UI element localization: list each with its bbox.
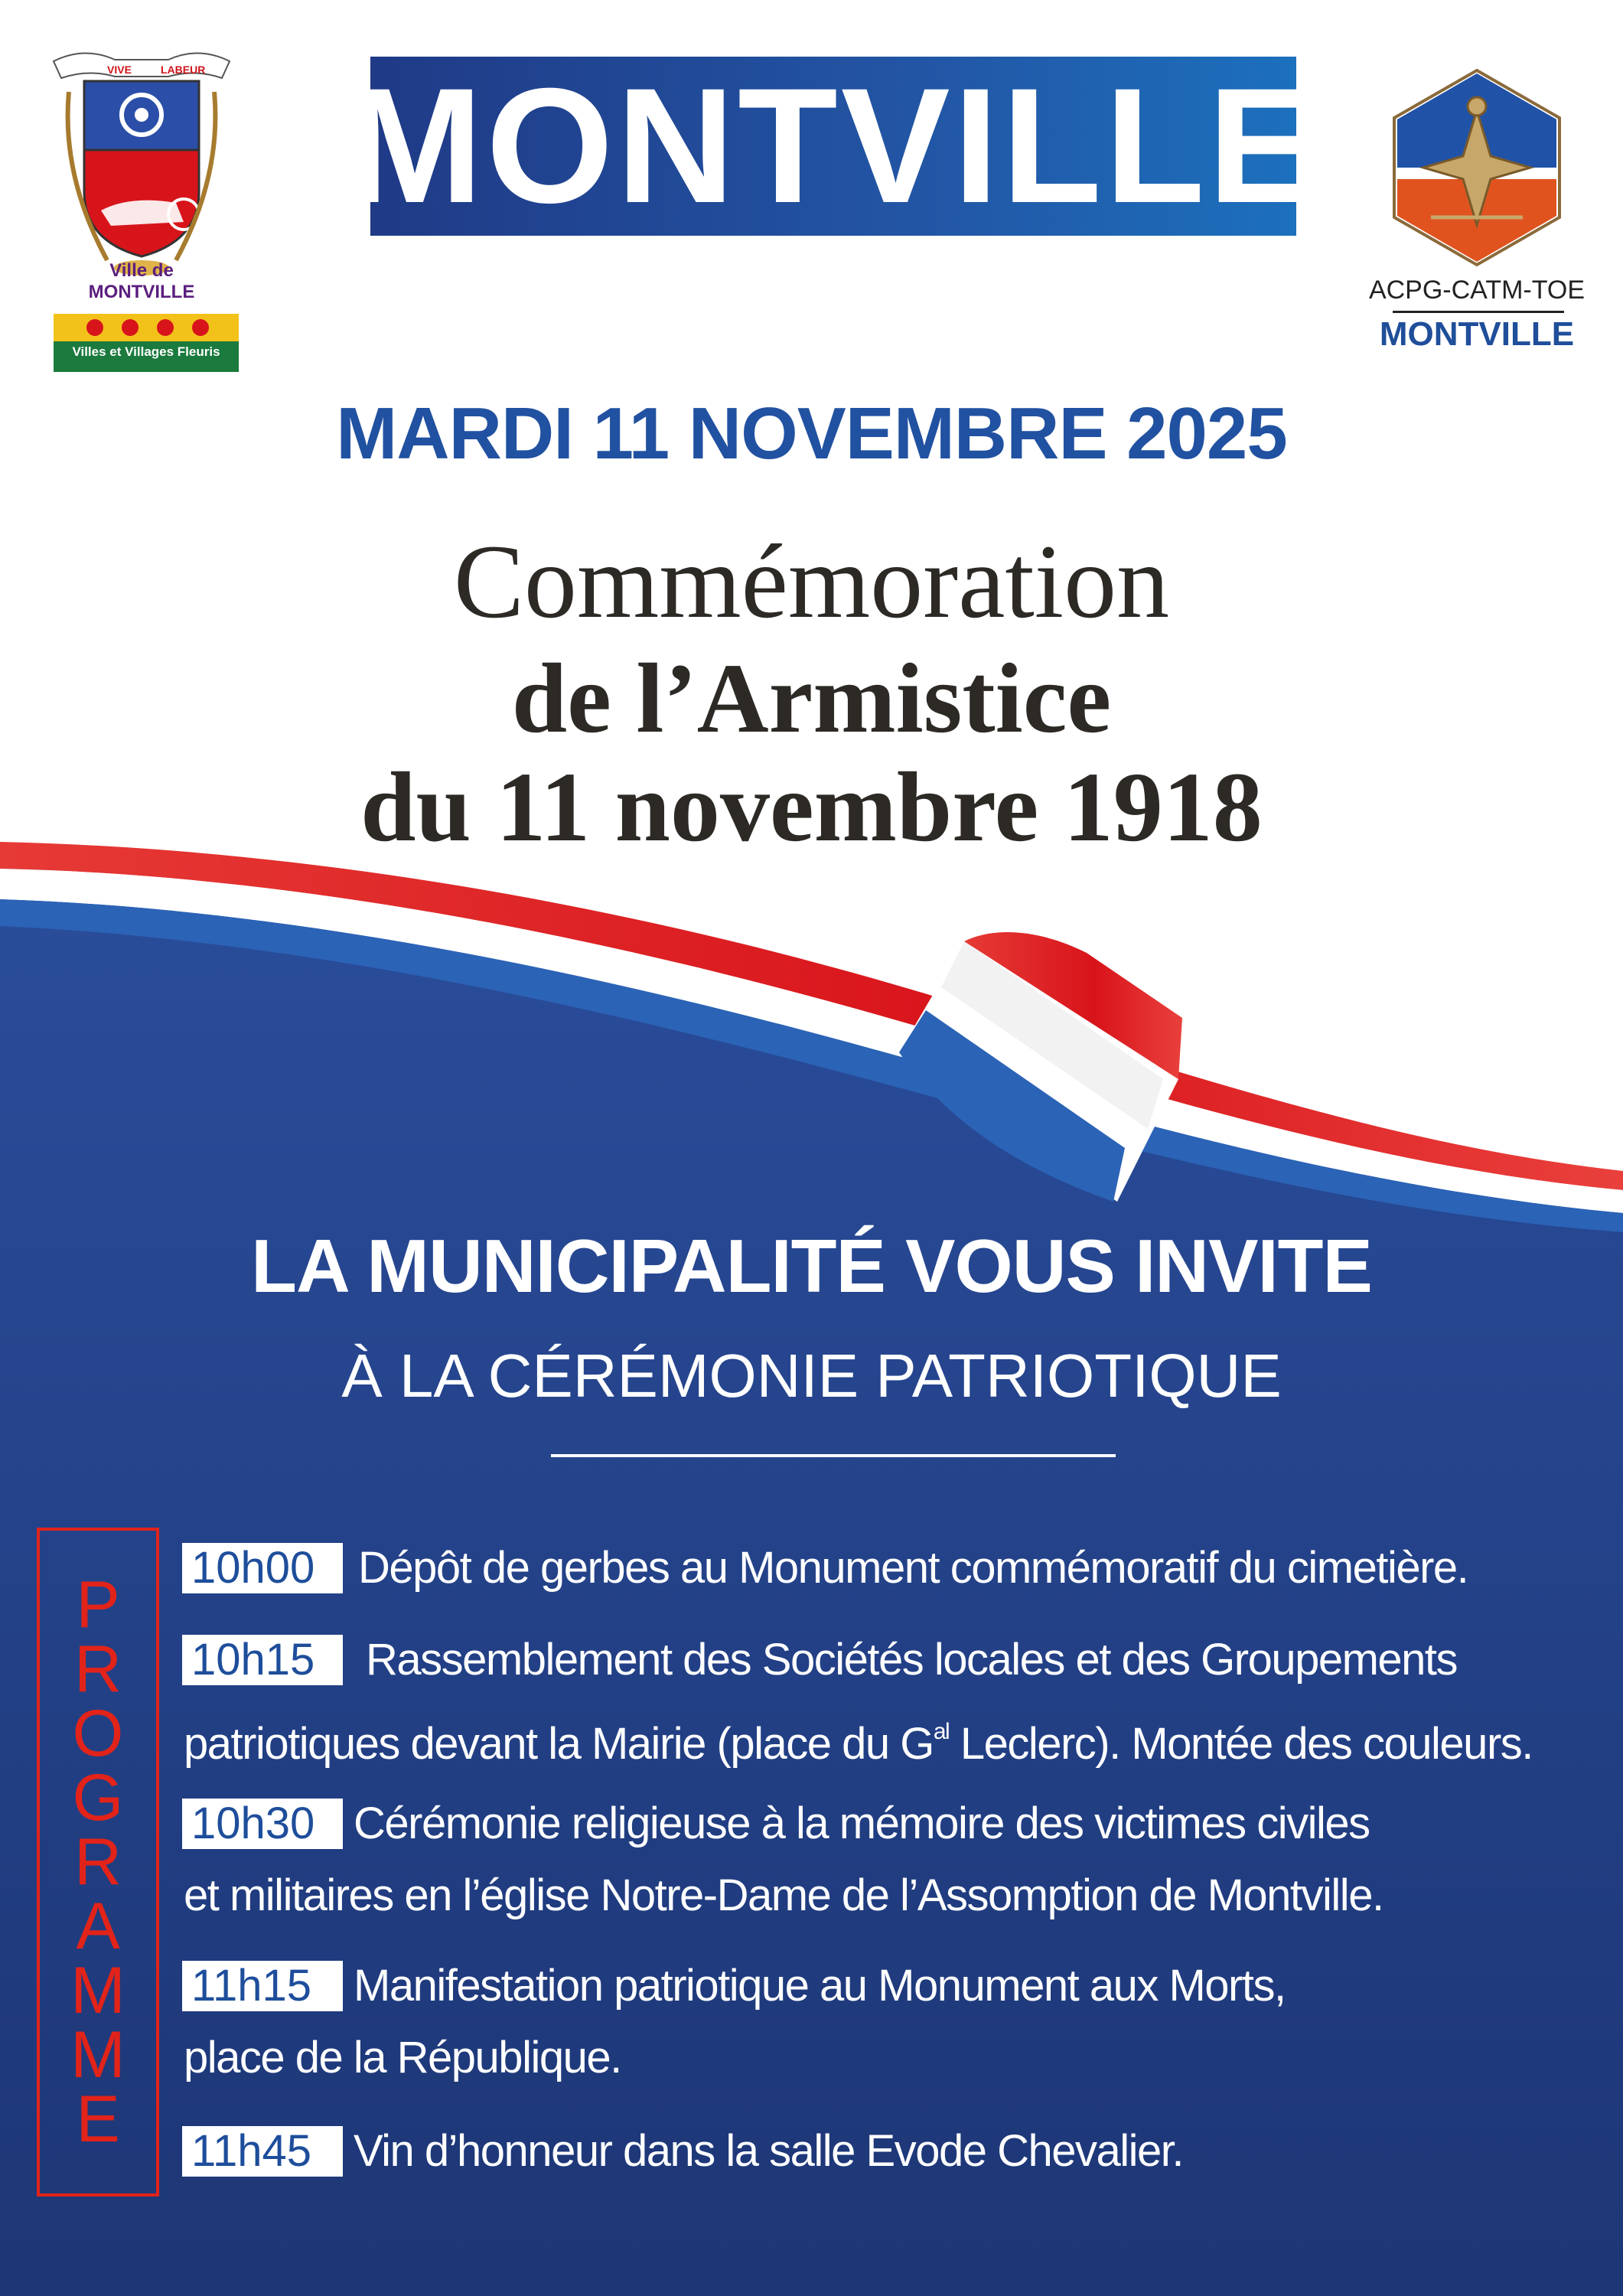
title-banner — [346, 54, 1321, 237]
time-11h45: 11h45 — [182, 2126, 343, 2177]
programme-letter: R — [73, 1632, 122, 1706]
programme-letter: E — [76, 2082, 120, 2156]
time-11h15: 11h15 — [182, 1961, 343, 2011]
time-10h30: 10h30 — [182, 1799, 343, 1849]
ville-caption-line-2: MONTVILLE — [88, 282, 195, 302]
programme-item-2-line-1: Rassemblement des Sociétés locales et des Groupements — [366, 1635, 1458, 1684]
ville-caption — [38, 260, 245, 303]
acpg-divider — [1393, 311, 1564, 313]
programme-item-4-line-1: Manifestation patriotique au Monument aux Morts, — [354, 1961, 1286, 2011]
acpg-org-name: ACPG-CATM-TOE — [1368, 276, 1586, 305]
programme-item-2-line-2: patriotiques devant la Mairie (place du $G^{al}$ Leclerc). Montée des couleurs. — [184, 1719, 1533, 1769]
programme-item-4-line-2: place de la République. — [184, 2033, 621, 2082]
page-title: MONTVILLE — [346, 54, 1321, 237]
programme-item-3-line-1: Cérémonie religieuse à la mémoire des victimes civiles — [354, 1799, 1370, 1848]
villes-fleuris-text: Villes et Villages Fleuris — [72, 344, 220, 359]
villes-fleuris-label — [54, 314, 239, 372]
programme-letter: M — [70, 2018, 125, 2092]
programme-letter: O — [72, 1697, 124, 1770]
invitation-heading: LA MUNICIPALITÉ VOUS INVITE — [251, 1224, 1372, 1308]
programme-letter: A — [76, 1890, 120, 1963]
svg-text:VIVE: VIVE — [107, 64, 132, 76]
ville-caption-line-1: Ville de — [109, 260, 174, 281]
programme-letter: R — [73, 1825, 122, 1899]
programme-letter: M — [70, 1954, 125, 2027]
acpg-city: MONTVILLE — [1379, 315, 1575, 353]
event-date: MARDI 11 NOVEMBRE 2025 — [336, 393, 1287, 475]
time-10h15: 10h15 — [182, 1635, 343, 1685]
flowers-icon — [54, 314, 239, 341]
section-divider — [551, 1454, 1116, 1457]
invitation-subheading: À LA CÉRÉMONIE PATRIOTIQUE — [341, 1342, 1282, 1410]
programme-letter: P — [76, 1568, 120, 1642]
programme-item-3-line-2: et militaires en l’église Notre-Dame de l’Assomption de Montville. — [184, 1870, 1383, 1920]
svg-text:LABEUR: LABEUR — [161, 64, 206, 76]
programme-item-1-line-1: Dépôt de gerbes au Monument commémoratif du cimetière. — [358, 1543, 1468, 1593]
time-10h00: 10h00 — [182, 1543, 343, 1593]
commemoration-line-2: de l’Armistice — [511, 644, 1112, 754]
commemoration-line-3: du 11 novembre 1918 — [360, 752, 1263, 863]
programme-item-5-line-1: Vin d’honneur dans la salle Evode Chevalier. — [354, 2126, 1184, 2176]
programme-label-box — [37, 1528, 159, 2197]
acpg-emblem-icon — [1385, 64, 1569, 279]
commemoration-line-1: Commémoration — [453, 523, 1170, 640]
programme-letter: G — [72, 1761, 124, 1835]
